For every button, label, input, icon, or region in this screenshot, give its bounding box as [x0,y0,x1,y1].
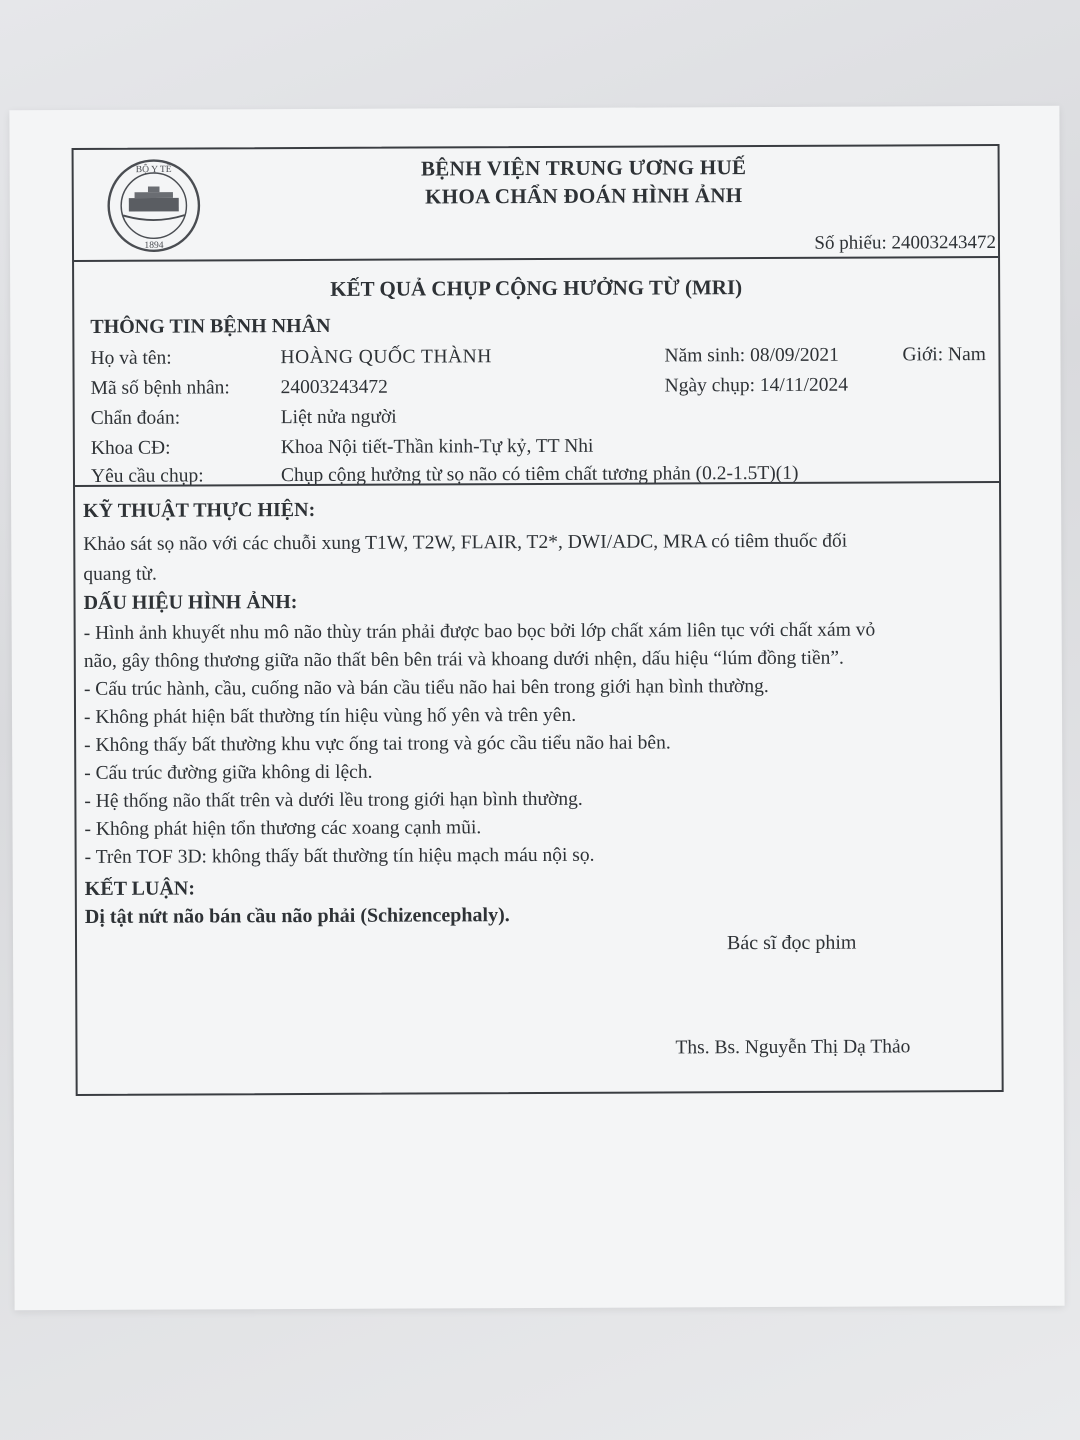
department-row [90,434,991,459]
name-label: Họ và tên: [90,347,172,369]
finding-line: - Cấu trúc hành, cầu, cuống não và bán cầu tiểu não hai bên trong giới hạn bình thường. [83,675,769,700]
request-value: Chụp cộng hưởng từ sọ não có tiêm chất tương phản (0.2-1.5T)(1) [280,462,799,487]
signature-role: Bác sĩ đọc phim [726,931,857,955]
department-value: Khoa Nội tiết-Thần kinh-Tự kỷ, TT Nhi [280,435,594,459]
finding-line: - Không phát hiện bất thường tín hiệu vùng hố yên và trên yên. [83,704,577,728]
report-title: KẾT QUẢ CHỤP CỘNG HƯỞNG TỪ (MRI) [330,275,743,301]
technique-text [83,526,991,590]
report-sheet [9,106,1064,1311]
ministry-seal-logo [106,157,202,253]
seal-year: 1894 [144,239,164,251]
ticket-number: Số phiếu: 24003243472 [814,231,997,254]
conclusion-text: Dị tật nứt não bán cầu não phải (Schizencephaly). [84,904,510,928]
conclusion-title: KẾT LUẬN: [84,877,196,900]
finding-line: - Hình ảnh khuyết nhu mô não thùy trán phải được bao bọc bởi lớp chất xám liên tục với chất xám vỏ [83,619,876,644]
header-divider [74,256,998,262]
seal-text-top: BỘ Y TẾ [135,163,172,176]
finding-line: - Trên TOF 3D: không thấy bất thường tín hiệu mạch máu nội sọ. [84,844,595,868]
request-label: Yêu cầu chụp: [90,465,204,487]
findings-list [84,616,995,872]
finding-line: não, gây thông thương giữa não thất bên bên trái và khoang dưới nhện, dấu hiệu “lúm đồng tiền”. [83,647,844,672]
report-frame [72,144,1004,1096]
scan-date: Ngày chụp: 14/11/2024 [664,374,849,397]
finding-line: - Hệ thống não thất trên và dưới lều trong giới hạn bình thường. [84,788,583,812]
technique-title: KỸ THUẬT THỰC HIỆN: [83,498,316,522]
finding-line: - Cấu trúc đường giữa không di lệch. [84,761,373,784]
diagnosis-label: Chẩn đoán: [90,407,181,429]
department-name: KHOA CHẨN ĐOÁN HÌNH ẢNH [425,183,743,209]
patient-id-row [90,374,991,399]
patient-name-row [90,344,990,369]
diagnosis-value: Liệt nửa người [280,406,397,429]
request-row [90,462,991,487]
finding-line: - Không phát hiện tổn thương các xoang cạnh mũi. [84,817,482,840]
birth-date: Năm sinh: 08/09/2021 [664,344,839,367]
id-value: 24003243472 [280,376,388,399]
technique-line-1: Khảo sát sọ não với các chuỗi xung T1W, T2W, FLAIR, T2*, DWI/ADC, MRA có tiêm thuốc đối [83,530,848,555]
hospital-name: BỆNH VIỆN TRUNG ƯƠNG HUẾ [420,155,747,181]
findings-title: DẤU HIỆU HÌNH ẢNH: [83,591,298,614]
name-value: HOÀNG QUỐC THÀNH [280,346,492,369]
diagnosis-row [90,404,991,429]
patient-section-title: THÔNG TIN BỆNH NHÂN [90,314,331,338]
signature-name: Ths. Bs. Nguyễn Thị Dạ Thảo [675,1036,911,1059]
gender: Giới: Nam [902,344,986,366]
technique-line-2: quang từ. [83,563,157,585]
id-label: Mã số bệnh nhân: [90,377,230,399]
department-label: Khoa CĐ: [90,437,171,459]
finding-line: - Không thấy bất thường khu vực ống tai trong và góc cầu tiểu não hai bên. [84,732,671,756]
